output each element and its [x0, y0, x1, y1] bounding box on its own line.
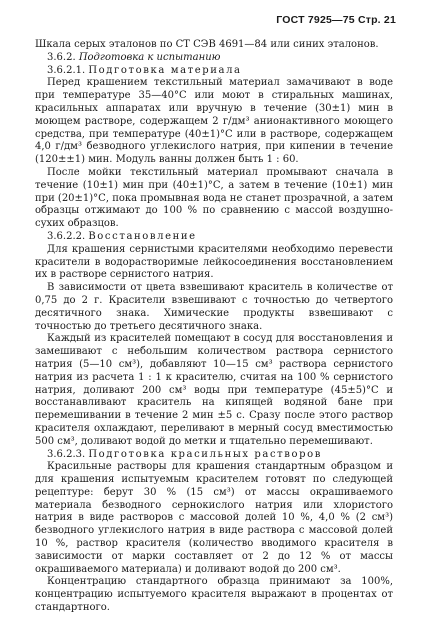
section-3-6-2-2-heading	[35, 231, 393, 244]
section-3-6-2-heading	[35, 52, 393, 65]
paragraph-reduction: Для крашения сернистыми красителями необходимо перевести красители в водорастворимые лейкосоединения восстановлением их в растворе сернистого натрия.	[35, 243, 393, 281]
paragraph-soaking: Перед крашением текстильный материал замачивают в воде при температуре 35—40°С или моют в стиральных машинах, красильных аппаратах или вручную в течение (30±1) мин в моющем растворе, содержащем 2 г/дм³ анионактивного моющего средства, при температуре (40±1)°С или в растворе, содержащем 4,0 г/дм³ безводного углекислого натрия, при кипении в течение (120±±1) мин. Модуль ванны должен быть 1 : 60.	[35, 77, 393, 166]
section-title: Подготовка к испытанию	[78, 51, 221, 63]
section-3-6-2-1-heading	[35, 65, 393, 78]
section-number: 3.6.2.1.	[47, 64, 86, 76]
section-title: Восстановление	[88, 230, 197, 242]
document-body	[35, 39, 393, 615]
paragraph-dye-solutions: Красильные растворы для крашения стандартным образцом и для крашения испытуемым красителем готовят по следующей рецептуре: берут 30 % (15 см³) от массы окрашиваемого материала безводного сернокислого натрия или хлористого натрия в виде растворов с массовой долей 10 %, 4,0 % (2 см³) безводного углекислого натрия в виде раствора с массовой долей 10 %, раствор красителя (количество вводимого красителя в зависимости от марки составляет от 2 до 12 % от массы окрашиваемого материала) и доливают водой до 200 см³.	[35, 461, 393, 575]
page-header: ГОСТ 7925—75 Стр. 21	[276, 14, 396, 26]
section-number: 3.6.2.2.	[47, 230, 86, 242]
paragraph-dye-preparation: Каждый из красителей помещают в сосуд для восстановления и замешивают с небольшим количеством раствора сернистого натрия (5—10 см³), добавляют 10—15 см³ раствора сернистого натрия из расчета 1 : 1 к красителю, считая на 100 % сернистого натрия, доливают 200 см³ воды при температуре (45±5)°С и восстанавливают краситель на кипящей водяной бане при перемешивании в течение 2 мин ±5 с. Сразу после этого раствор красителя охлаждают, переливают в мерный сосуд вместимостью 500 см³, доливают водой до метки и тщательно перемешивают.	[35, 333, 393, 447]
section-number: 3.6.2.3.	[47, 448, 86, 460]
section-title: Подготовка красильных растворов	[88, 448, 323, 460]
section-title: Подготовка материала	[88, 64, 242, 76]
paragraph-weighing: В зависимости от цвета взвешивают краситель в количестве от 0,75 до 2 г. Красители взвешивают с точностью до четвертого десятичного знака. Химические продукты взвешивают с точностью до третьего десятичного знака.	[35, 282, 393, 332]
paragraph-rinsing: После мойки текстильный материал промывают сначала в течение (10±1) мин при (40±1)°С, а затем в течение (10±1) мин при (20±1)°С, пока промывная вода не станет прозрачной, а затем образцы отжимают до 100 % по сравнению с массой воздушно-сухих образцов.	[35, 166, 393, 230]
section-number: 3.6.2.	[47, 51, 76, 63]
paragraph-concentration: Концентрацию стандартного образца принимают за 100%, концентрацию испытуемого красителя выражают в процентах от стандартного.	[35, 576, 393, 614]
paragraph-gray-scale: Шкала серых эталонов по СТ СЭВ 4691—84 или синих эталонов.	[35, 39, 379, 50]
section-3-6-2-3-heading	[35, 449, 393, 462]
